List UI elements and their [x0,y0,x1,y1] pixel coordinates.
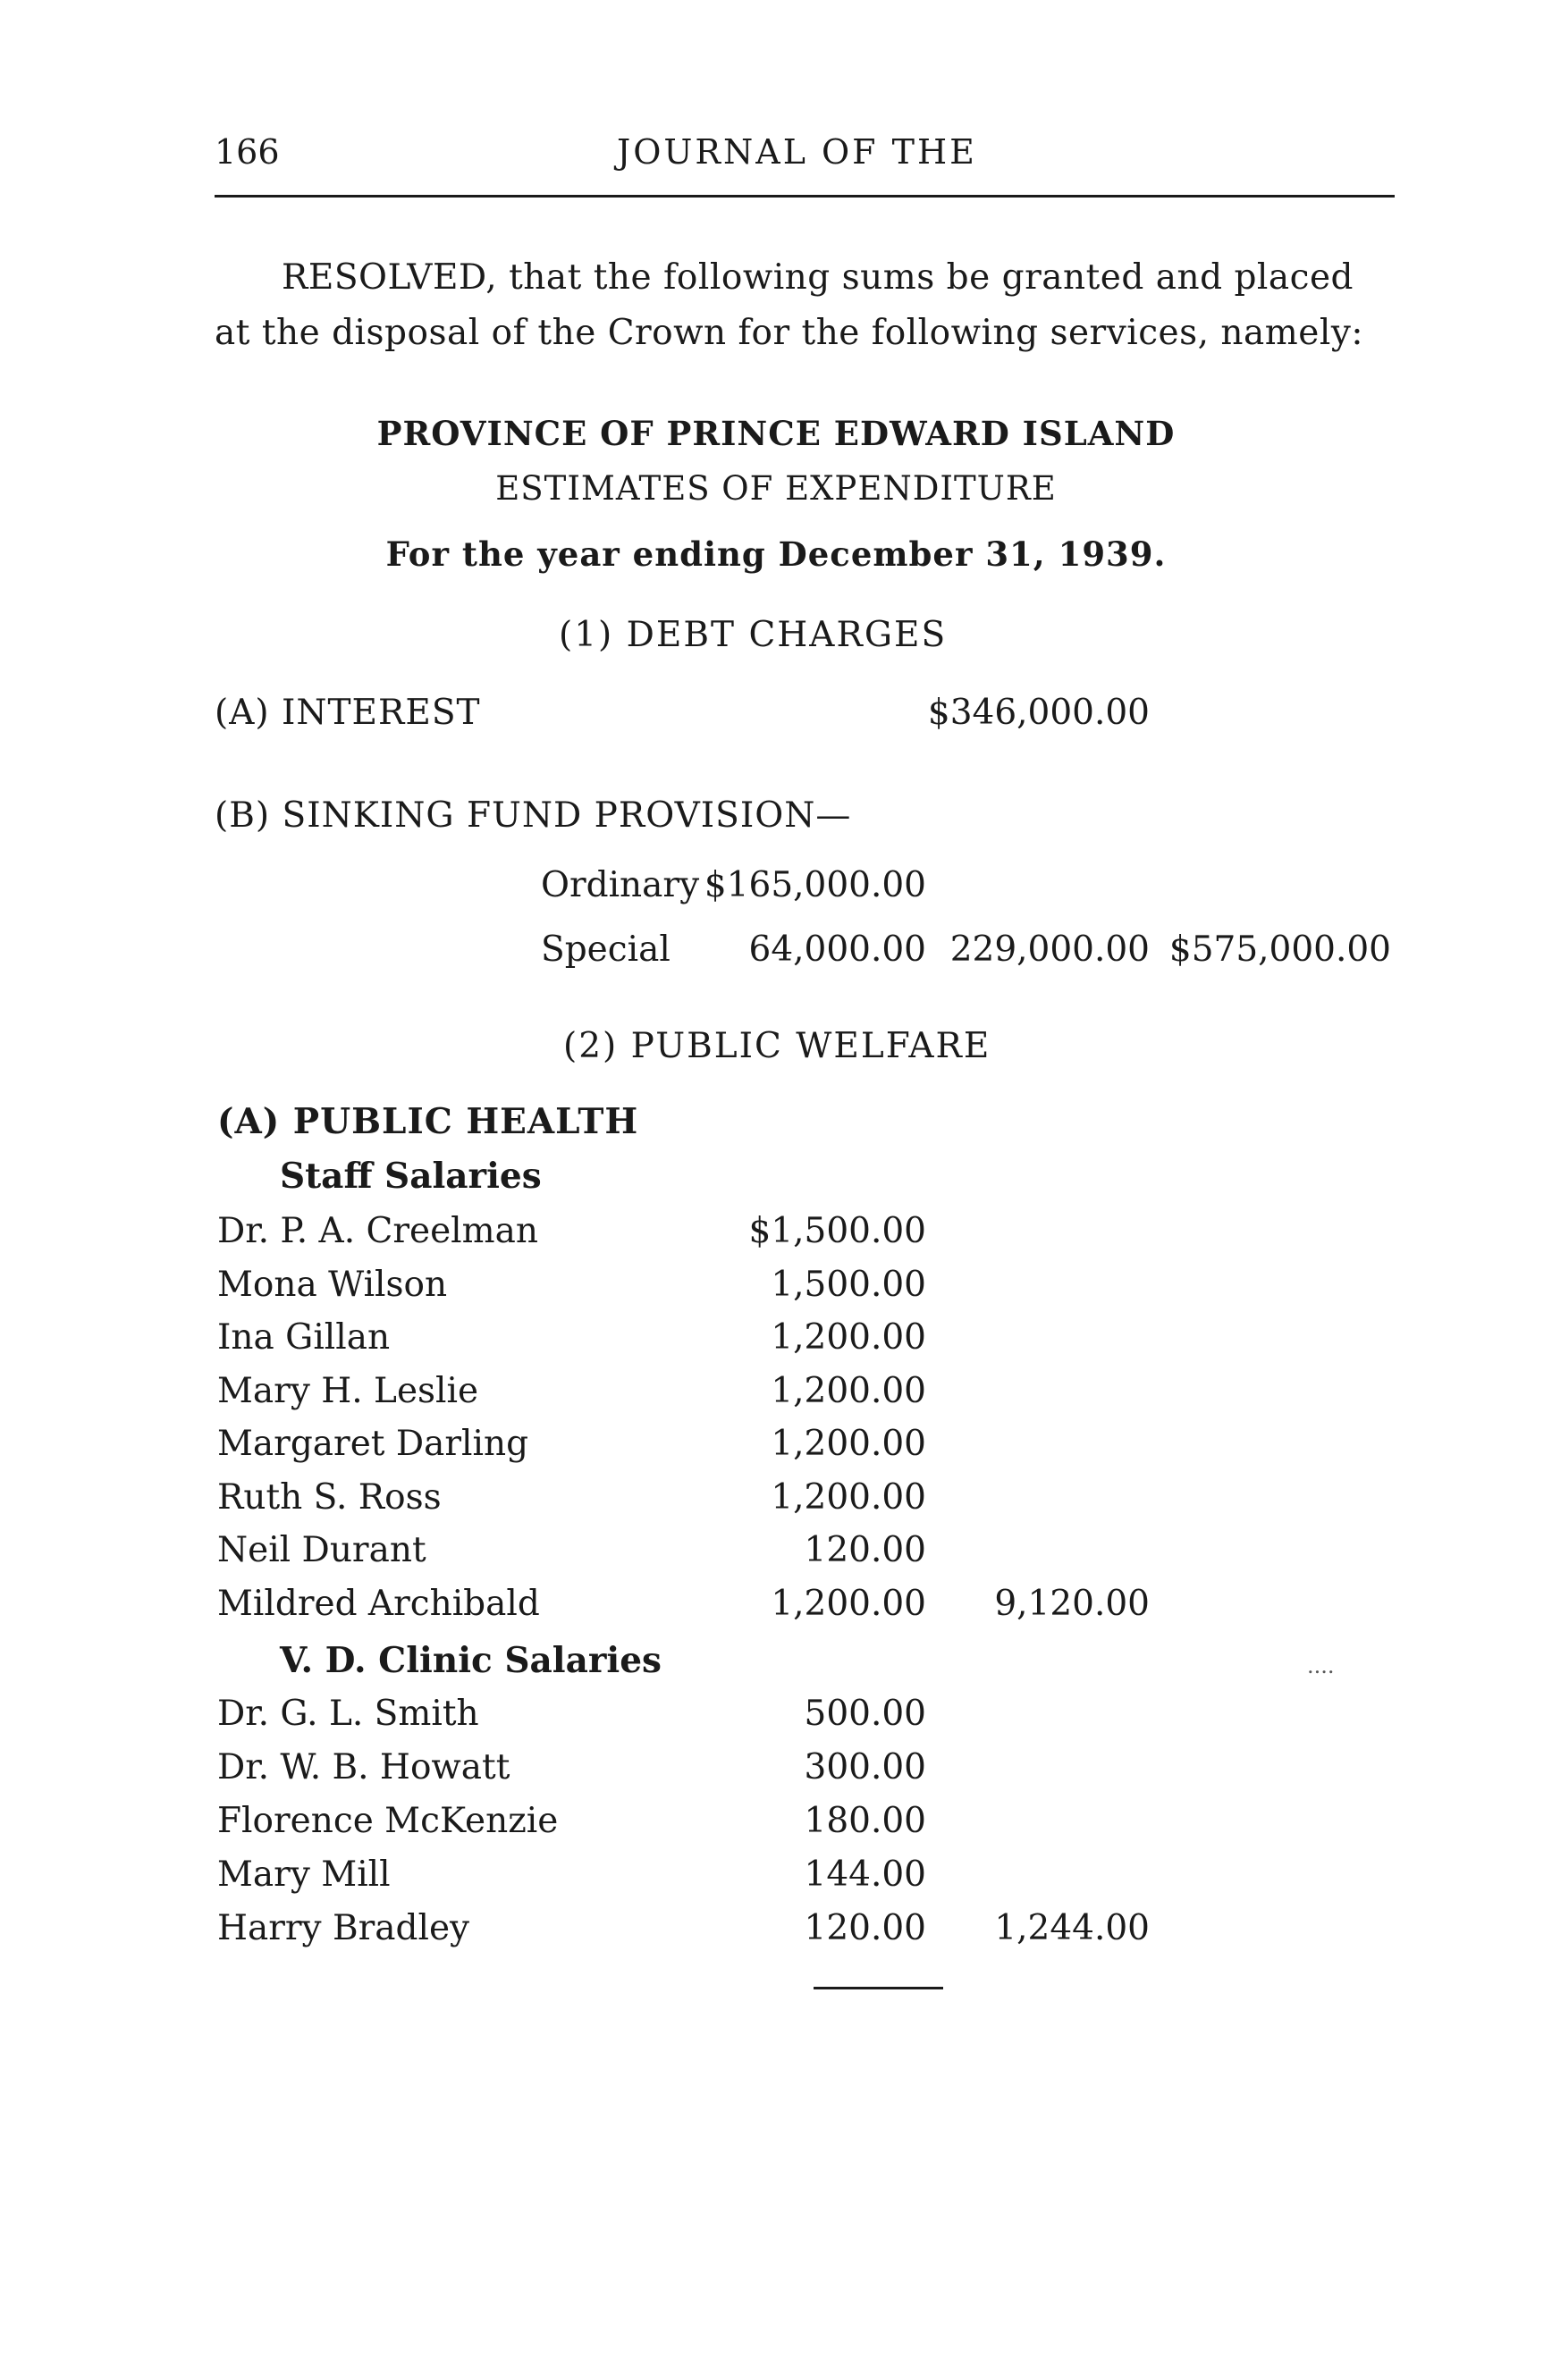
debt-charges-total: $575,000.00 [1168,929,1391,970]
salary-row-name: Dr. P. A. Creelman [217,1211,538,1251]
salary-row-name: Neil Durant [217,1530,426,1570]
resolution-line-2: at the disposal of the Crown for the following services, namely: [215,313,1364,353]
salary-row-amount: 1,200.00 [771,1424,926,1464]
ordinary-label: Ordinary [541,865,700,905]
salary-row-amount: 1,200.00 [771,1370,926,1411]
interest-label: (A) INTEREST [215,693,481,733]
special-amount: 64,000.00 [748,929,926,970]
salary-row-amount: 120.00 [804,1530,926,1570]
year-heading: For the year ending December 31, 1939. [385,534,1167,574]
salary-row-name: Florence McKenzie [217,1801,559,1841]
salary-row-name: Dr. G. L. Smith [217,1694,479,1734]
staff-salaries-heading: Staff Salaries [280,1156,542,1197]
sinking-fund-total: 229,000.00 [949,929,1150,970]
salary-row-name: Mary H. Leslie [217,1370,479,1411]
province-heading: PROVINCE OF PRINCE EDWARD ISLAND [376,414,1176,453]
salary-row-name: Harry Bradley [217,1908,470,1948]
ordinary-amount: $165,000.00 [704,865,926,905]
salary-row-name: Mary Mill [217,1854,391,1895]
salary-row-name: Mildred Archibald [217,1583,540,1624]
debt-charges-heading: (1) DEBT CHARGES [559,615,948,655]
salary-row-amount: 1,200.00 [771,1476,926,1518]
resolution-line-1: RESOLVED, that the following sums be granted and placed [282,257,1354,298]
salary-row-amount: 1,200.00 [771,1317,926,1358]
salary-row-name: Margaret Darling [217,1424,529,1464]
sinking-fund-label: (B) SINKING FUND PROVISION— [215,795,852,836]
closing-rule [814,1987,943,1989]
salary-row-name: Ina Gillan [217,1317,391,1358]
salary-subtotal: 1,244.00 [994,1908,1150,1948]
clinic-leader-dots: .... [1307,1653,1335,1678]
clinic-salaries-heading: V. D. Clinic Salaries [280,1640,662,1681]
salary-row-amount: 1,200.00 [771,1583,926,1624]
estimates-heading: ESTIMATES OF EXPENDITURE [495,469,1057,508]
salary-row-name: Dr. W. B. Howatt [217,1747,510,1787]
salary-row-amount: $1,500.00 [748,1211,926,1251]
public-health-label: (A) PUBLIC HEALTH [217,1101,639,1142]
salary-row-amount: 300.00 [804,1747,926,1787]
special-label: Special [541,929,671,970]
salary-row-amount: 180.00 [804,1801,926,1841]
salary-row-amount: 1,500.00 [771,1264,926,1305]
page-number: 166 [215,132,280,172]
salary-row-amount: 120.00 [804,1908,926,1948]
interest-amount: $346,000.00 [927,693,1150,733]
header-rule [215,195,1395,198]
salary-row-name: Ruth S. Ross [217,1476,442,1518]
salary-row-name: Mona Wilson [217,1264,448,1305]
public-welfare-heading: (2) PUBLIC WELFARE [563,1026,991,1066]
salary-row-amount: 500.00 [804,1694,926,1734]
salary-subtotal: 9,120.00 [994,1583,1150,1624]
salary-row-amount: 144.00 [804,1854,926,1895]
running-title: JOURNAL OF THE [617,132,977,172]
